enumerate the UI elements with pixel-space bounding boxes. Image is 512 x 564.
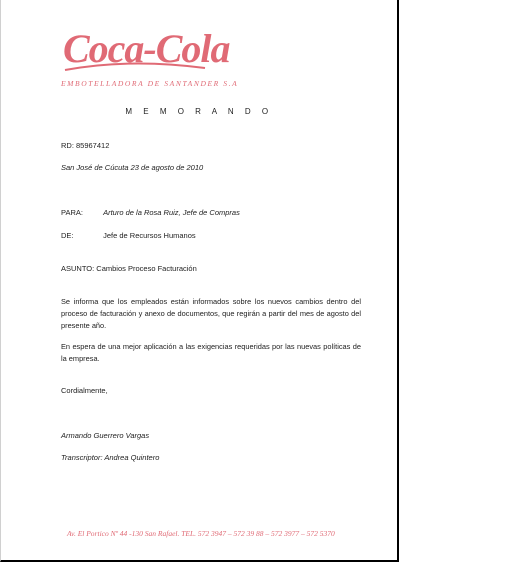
para-value: Arturo de la Rosa Ruiz, Jefe de Compras xyxy=(103,208,240,217)
memo-heading: M E M O R A N D O xyxy=(125,107,273,116)
asunto-value: Cambios Proceso Facturación xyxy=(96,264,197,273)
closing: Cordialmente, xyxy=(61,386,108,395)
svg-text:Coca-Cola: Coca-Cola xyxy=(63,26,230,71)
transcriber: Transcriptor: Andrea Quintero xyxy=(61,453,160,462)
reference-number: RD: 85967412 xyxy=(61,141,110,150)
de-label: DE: xyxy=(61,231,74,240)
company-name: EMBOTELLADORA DE SANTANDER S.A xyxy=(61,79,239,88)
place-date: San José de Cúcuta 23 de agosto de 2010 xyxy=(61,163,204,172)
address-footer: Av. El Portico Nº 44 -130 San Rafael. TEL. 572 3947 – 572 39 88 – 572 3977 – 572 5370 xyxy=(67,529,335,538)
asunto-row xyxy=(61,264,197,273)
coca-cola-logo xyxy=(59,18,230,80)
signer-name: Armando Guerrero Vargas xyxy=(61,431,150,440)
de-value: Jefe de Recursos Humanos xyxy=(103,231,196,240)
de-row xyxy=(61,231,196,240)
body-paragraph: Se informa que los empleados están informados sobre los nuevos cambios dentro del proceso de facturación y anexo de documentos, que regirán a partir del mes de agosto del presente año. xyxy=(61,297,361,330)
para-row xyxy=(61,208,240,217)
asunto-label: ASUNTO: xyxy=(61,264,95,273)
para-label: PARA: xyxy=(61,208,83,217)
body-paragraph: En espera de una mejor aplicación a las exigencias requeridas por las nuevas políticas de la empresa. xyxy=(61,342,361,363)
